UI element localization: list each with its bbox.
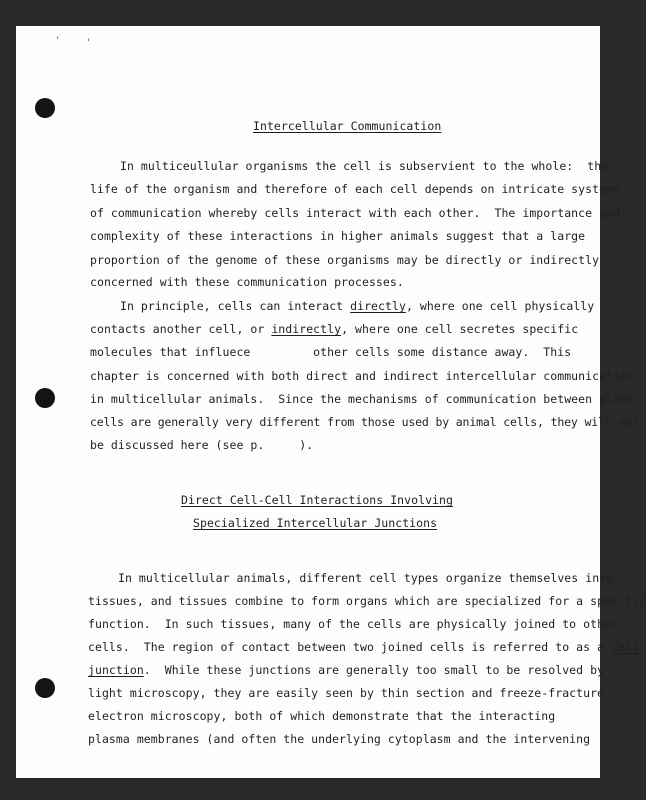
paragraph-line: cells. The region of contact between two joined cells is referred to as a cell — [88, 640, 639, 654]
document-page — [16, 26, 646, 778]
paragraph-line: concerned with these communication processes. — [90, 275, 404, 289]
margin-mark: ' — [55, 36, 61, 46]
emphasis-junction: junction — [88, 663, 144, 677]
punch-hole-top — [35, 98, 55, 118]
paragraph-line: contacts another cell, or indirectly, where one cell secretes specific — [90, 322, 579, 336]
paragraph-line: of communication whereby cells interact with each other. The importance and — [90, 206, 620, 220]
paragraph-line: function. In such tissues, many of the cells are physically joined to other — [88, 617, 618, 631]
section-heading-line1: Direct Cell-Cell Interactions Involving — [181, 493, 453, 507]
emphasis-indirectly: indirectly — [271, 322, 342, 336]
section-heading-line2: Specialized Intercellular Junctions — [193, 516, 438, 530]
paragraph-line: In multicellular animals, different cell types organize themselves into — [118, 571, 614, 585]
margin-mark: ' — [86, 38, 92, 48]
punch-hole-middle — [35, 388, 55, 408]
paragraph-line: plasma membranes (and often the underlying cytoplasm and the intervening — [88, 732, 591, 746]
paragraph-line: cells are generally very different from those used by animal cells, they will not — [90, 415, 639, 429]
paragraph-line: in multicellular animals. Since the mechanisms of communication between plant — [90, 392, 634, 406]
emphasis-directly: directly — [350, 299, 406, 313]
paragraph-line: In multiceullular organisms the cell is subservient to the whole: the — [120, 159, 609, 173]
paragraph-line: In principle, cells can interact directly, where one cell physically — [120, 299, 595, 313]
paragraph-line: complexity of these interactions in higher animals suggest that a large — [90, 229, 586, 243]
paragraph-line: life of the organism and therefore of each cell depends on intricate systems — [90, 182, 620, 196]
paragraph-line: light microscopy, they are easily seen by thin section and freeze-fracture — [88, 686, 605, 700]
emphasis-cell: cell — [611, 640, 639, 654]
paragraph-line: proportion of the genome of these organisms may be directly or indirectly — [90, 253, 600, 267]
paragraph-line: be discussed here (see p. ). — [90, 438, 314, 452]
paragraph-line: electron microscopy, both of which demonstrate that the interacting — [88, 709, 556, 723]
punch-hole-bottom — [35, 678, 55, 698]
paragraph-line: molecules that influece other cells some distance away. This — [90, 345, 572, 359]
paragraph-line: tissues, and tissues combine to form organs which are specialized for a specific — [88, 594, 646, 608]
paragraph-line: chapter is concerned with both direct and indirect intercellular communication — [90, 369, 634, 383]
paragraph-line: junction. While these junctions are generally too small to be resolved by — [88, 663, 605, 677]
page-title: Intercellular Communication — [253, 119, 442, 133]
